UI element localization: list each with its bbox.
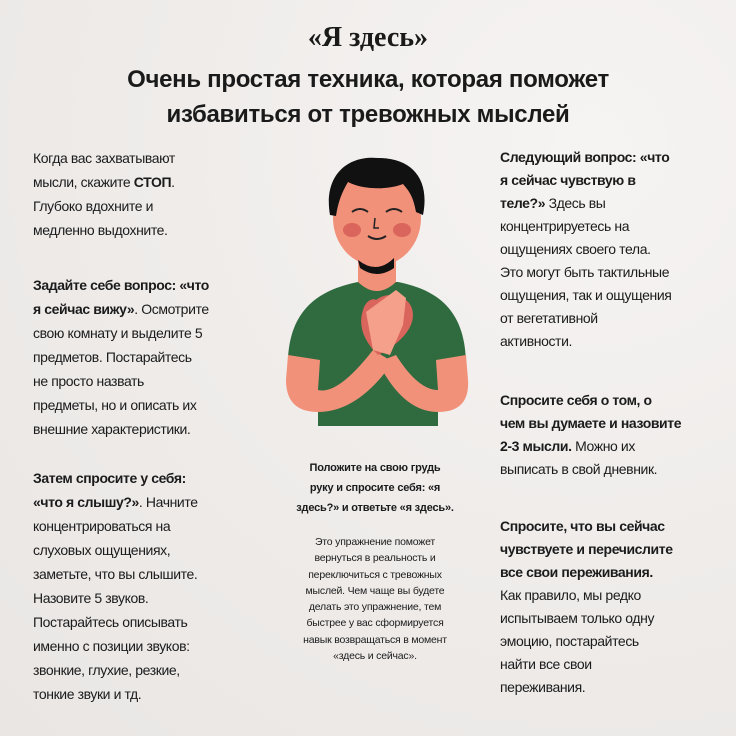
text: не просто назвать	[33, 373, 144, 389]
text-line	[33, 634, 198, 658]
text-line: Это упражнение поможет	[314, 536, 436, 548]
bold-text: все свои переживания.	[500, 564, 653, 580]
bold-text: чем вы думаете и назовите	[500, 415, 682, 431]
text-line	[500, 458, 681, 481]
bold-text: СТОП	[133, 174, 172, 190]
text-line	[500, 261, 671, 284]
text-line	[500, 561, 673, 584]
text: слуховых ощущениях,	[33, 542, 171, 558]
text-line	[33, 146, 175, 170]
bold-text: Спросите себя о том, о	[500, 392, 652, 408]
step-emotions	[500, 515, 673, 699]
text-line	[500, 584, 673, 607]
text: концентрироваться на	[33, 518, 171, 534]
text: именно с позиции звуков:	[33, 638, 190, 654]
cheek	[343, 223, 361, 237]
text-line	[33, 393, 209, 417]
text: испытываем только одну	[500, 610, 655, 626]
text-line	[33, 321, 209, 345]
text-line	[33, 273, 209, 297]
text: Постарайтесь описывать	[33, 614, 188, 630]
text: Когда вас захватывают	[33, 150, 175, 166]
text: эмоцию, постарайтесь	[500, 633, 639, 649]
text-line: делать это упражнение, тем	[308, 601, 442, 614]
text: медленно выдохните.	[33, 222, 168, 238]
step-hear	[33, 466, 198, 706]
text: Это могут быть тактильные	[500, 264, 670, 280]
text: предметы, но и описать их	[33, 397, 197, 413]
step-feel-body	[500, 146, 671, 353]
text-line	[500, 630, 673, 653]
text-line	[33, 514, 198, 538]
text-line	[33, 682, 198, 706]
text-line: вернуться в реальность и	[314, 552, 436, 565]
text-line: «здесь и сейчас».	[333, 650, 417, 663]
text-line: Положите на свою грудь	[309, 462, 441, 474]
text-line	[33, 658, 198, 682]
center-instruction	[262, 458, 488, 518]
step-stop	[33, 146, 175, 242]
cheek	[393, 223, 411, 237]
body	[286, 255, 468, 426]
head	[329, 158, 425, 274]
text-line	[500, 515, 673, 538]
text-line: руку и спросите себя: «я	[309, 482, 441, 494]
text-line	[500, 538, 673, 561]
text-line: мыслей. Чем чаще вы будете	[305, 584, 445, 597]
text: Можно их	[571, 438, 635, 454]
bold-text: я сейчас вижу»	[33, 301, 135, 317]
text-line: здесь?» и ответьте «я здесь».	[296, 502, 454, 514]
text-line	[500, 192, 671, 215]
text: переживания.	[500, 679, 586, 695]
text-line	[500, 653, 673, 676]
text: свою комнату и выделите 5	[33, 325, 203, 341]
step-see	[33, 273, 209, 441]
text-line	[500, 238, 671, 261]
page-title: «Я здесь»	[307, 22, 429, 53]
text-line	[33, 218, 175, 242]
text: выписать в свой дневник.	[500, 461, 658, 477]
text: предметов. Постарайтесь	[33, 349, 192, 365]
text: . Осмотрите	[134, 301, 209, 317]
text: Здесь вы	[545, 195, 606, 211]
page-subtitle	[0, 62, 736, 132]
text: тонкие звуки и тд.	[33, 686, 142, 702]
text: . Начните	[138, 494, 198, 510]
text-line	[500, 607, 673, 630]
text-line	[33, 562, 198, 586]
text-line	[33, 586, 198, 610]
text-line	[33, 194, 175, 218]
bold-text: Спросите, что вы сейчас	[500, 518, 665, 534]
text: Как правило, мы редко	[500, 587, 641, 603]
bold-text: Задайте себе вопрос: «что	[33, 277, 209, 293]
text: Назовите 5 звуков.	[33, 590, 149, 606]
text-line	[33, 466, 198, 490]
text-line	[33, 610, 198, 634]
text-line	[33, 297, 209, 321]
bold-text: Затем спросите у себя:	[33, 470, 186, 486]
text: ощущениях своего тела.	[500, 241, 651, 257]
bold-text: «что я слышу?»	[33, 494, 139, 510]
text: .	[171, 174, 175, 190]
text-line	[500, 412, 681, 435]
text-line	[33, 490, 198, 514]
text: активности.	[500, 333, 572, 349]
text-line: быстрее у вас сформируется	[306, 617, 444, 630]
text: звонкие, глухие, резкие,	[33, 662, 180, 678]
text-line	[500, 169, 671, 192]
text-line: навык возвращаться в момент	[303, 633, 447, 646]
text-line	[500, 307, 671, 330]
text-line	[33, 345, 209, 369]
text-line	[500, 146, 671, 169]
text-line	[500, 215, 671, 238]
text: внешние характеристики.	[33, 421, 191, 437]
subtitle-line: избавиться от тревожных мыслей	[166, 101, 570, 128]
text-line	[33, 538, 198, 562]
subtitle-line: Очень простая техника, которая поможет	[127, 66, 609, 93]
text: заметьте, что вы слышите.	[33, 566, 198, 582]
bold-text: теле?»	[500, 195, 546, 211]
text-line: переключиться с тревожных	[308, 568, 442, 581]
text: найти все свои	[500, 656, 592, 672]
text: ощущения, так и ощущения	[500, 287, 672, 303]
bold-text: чувствуете и перечислите	[500, 541, 673, 557]
text-line	[33, 170, 175, 194]
text-line	[33, 417, 209, 441]
step-thoughts	[500, 389, 681, 481]
text: от вегетативной	[500, 310, 598, 326]
text: Глубоко вдохните и	[33, 198, 154, 214]
text-line	[500, 389, 681, 412]
bold-text: Следующий вопрос: «что	[500, 149, 670, 165]
bold-text: 2-3 мысли.	[500, 438, 572, 454]
text-line	[33, 369, 209, 393]
text: мысли, скажите	[33, 174, 134, 190]
text-line	[500, 284, 671, 307]
bold-text: я сейчас чувствую в	[500, 172, 636, 188]
text-line	[500, 676, 673, 699]
text: концентрируетесь на	[500, 218, 630, 234]
center-explanation	[262, 534, 488, 664]
person-hand-on-heart-illustration	[278, 150, 478, 430]
text-line	[500, 330, 671, 353]
text-line	[500, 435, 681, 458]
